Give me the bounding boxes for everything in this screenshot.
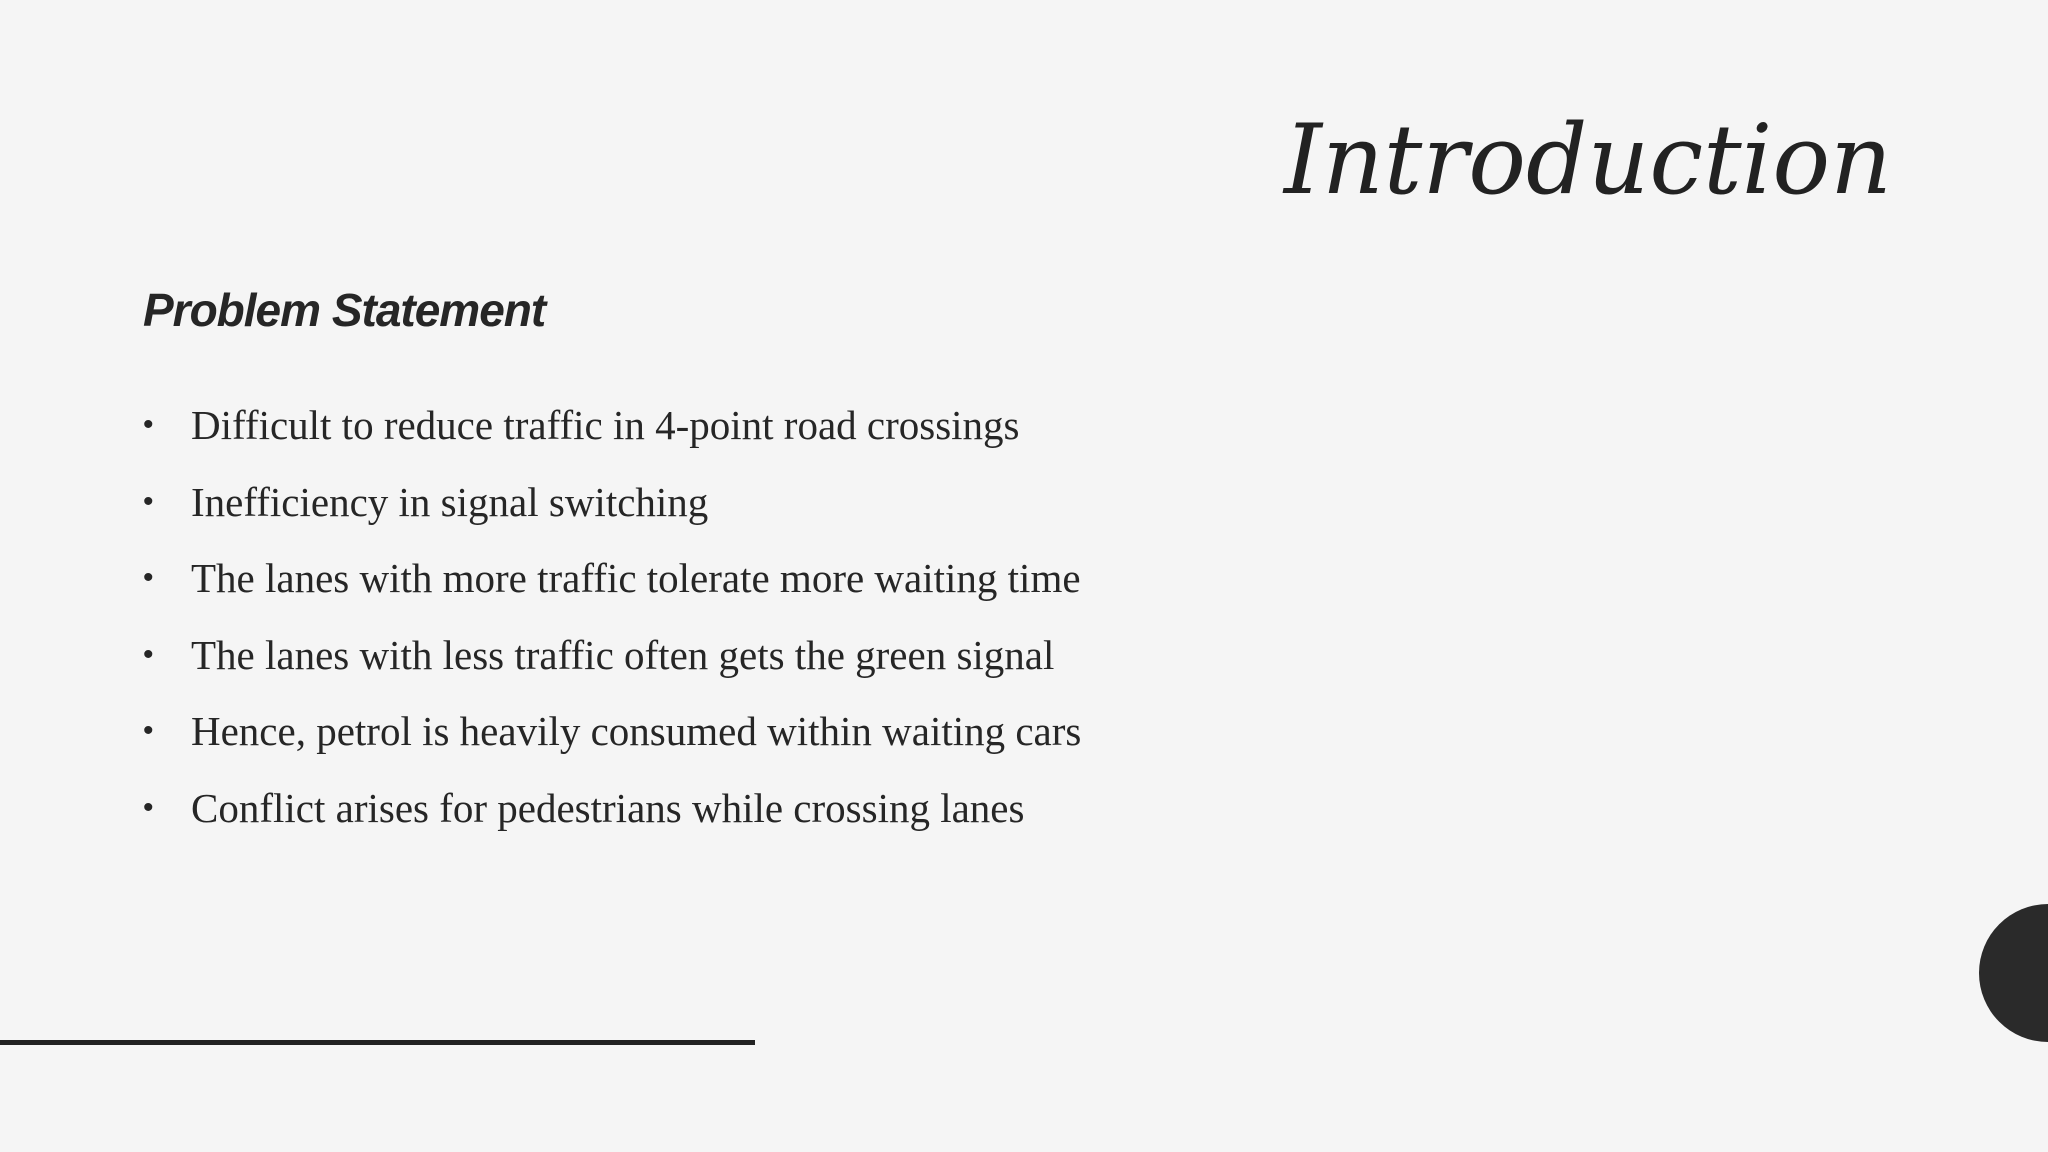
bullet-text: Hence, petrol is heavily consumed within waiting cars	[191, 708, 1082, 754]
bullet-text: The lanes with less traffic often gets the green signal	[191, 631, 1055, 678]
bullet-item	[143, 628, 1081, 705]
bullet-item	[143, 398, 1081, 475]
bullet-icon: •	[143, 408, 154, 441]
bullet-item	[143, 704, 1081, 781]
bullet-icon: •	[143, 790, 154, 824]
bullet-list	[143, 398, 1081, 857]
decorative-circle	[1979, 904, 2048, 1042]
bullet-item	[143, 781, 1081, 858]
bullet-icon: •	[143, 561, 154, 594]
section-heading: Problem Statement	[143, 284, 546, 336]
bullet-icon: •	[143, 484, 154, 518]
bullet-item	[143, 551, 1081, 628]
bullet-icon: •	[143, 637, 154, 671]
bullet-text: Conflict arises for pedestrians while crossing lanes	[191, 784, 1025, 831]
bullet-text: Inefficiency in signal switching	[191, 478, 709, 525]
slide-title: Introduction	[1284, 104, 1892, 216]
bullet-text: The lanes with more traffic tolerate more waiting time	[191, 555, 1081, 601]
bullet-icon: •	[143, 714, 154, 747]
decorative-divider	[0, 1040, 755, 1045]
bullet-item	[143, 475, 1081, 552]
bullet-text: Difficult to reduce traffic in 4-point road crossings	[191, 402, 1020, 448]
